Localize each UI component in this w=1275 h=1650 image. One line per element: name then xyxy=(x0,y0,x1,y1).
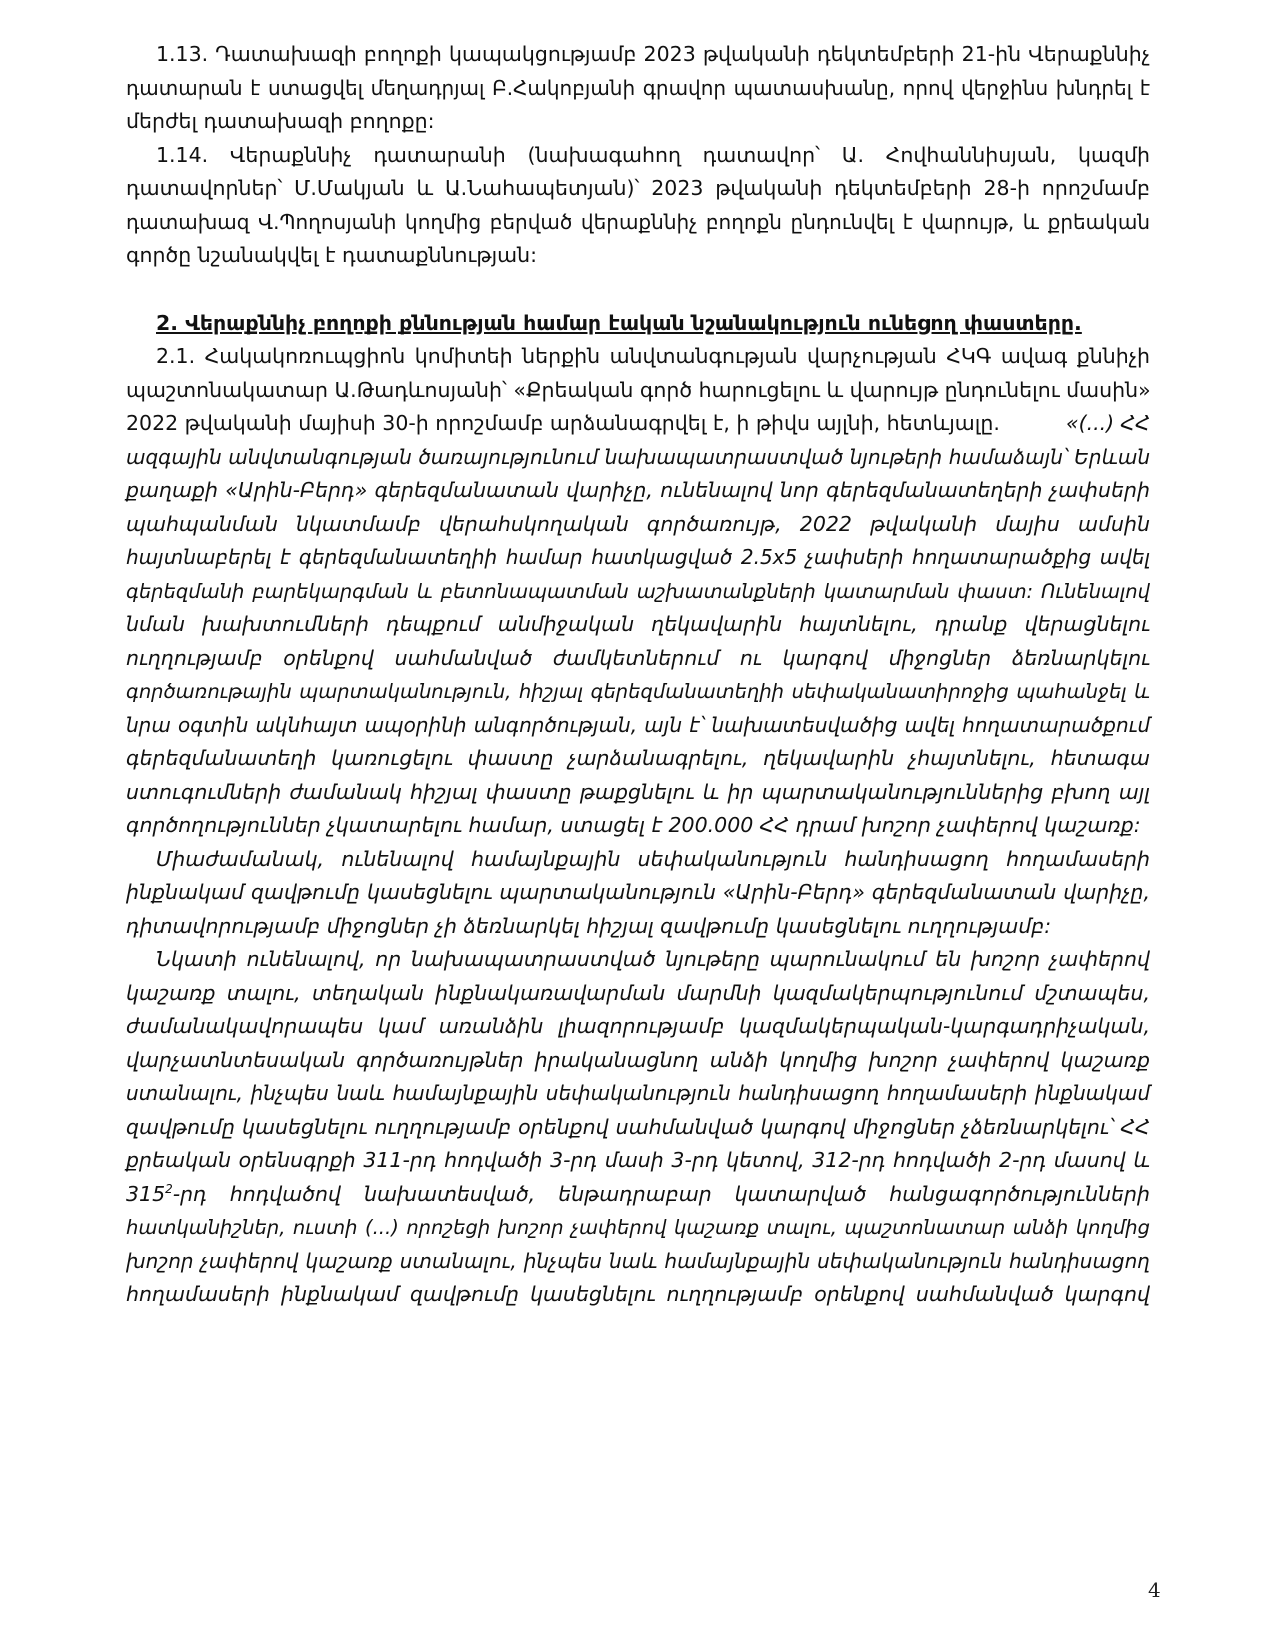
text-line: դատավորներ՝ Մ.Մակյան և Ա.Նահապետյան)՝ 2023 թվականի դեկտեմբերի 28-ի որոշմամբ xyxy=(126,176,1150,200)
article-superscript: 2 xyxy=(165,1181,173,1196)
paragraph-considering xyxy=(126,943,1150,1312)
quote-line: գործողություններ չկատարելու համար, ստացել է 200.000 ՀՀ դրամ խոշոր չափերով կաշառք: xyxy=(126,813,1141,837)
quote-line: ստանալու, ինչպես նաև համայնքային սեփականություն հանդիսացող հողամասերի ինքնակամ xyxy=(126,1081,1150,1105)
quote-line: դիտավորությամբ միջոցներ չի ձեռնարկել հիշյալ զավթումը կասեցնելու ուղղությամբ: xyxy=(126,913,1052,938)
quote-line: պահպանման նկատմամբ վերահսկողական գործառույթ, 2022 թվականի մայիս ամսին xyxy=(126,511,1150,536)
quote-line: Նկատի ունենալով, որ նախապատրաստված նյութերը պարունակում են խոշոր չափերով xyxy=(156,947,1150,971)
quote-line: հայտնաբերել է գերեզմանատեղիի համար հատկացված 2.5x5 չափսերի հողատարածքից ավել xyxy=(126,545,1150,569)
quote-line: ինքնակամ զավթումը կասեցնելու պարտականություն «Արին-Բերդ» գերեզմանատան վարիչը, xyxy=(126,880,1150,904)
article-rest: -րդ հոդվածով նախատեսված, ենթադրաբար կատարված հանցագործությունների xyxy=(172,1181,1150,1206)
text-line: 2.1. Հակակոռուպցիոն կոմիտեի ներքին անվտանգության վարչության ՀԿԳ ավագ քննիչի xyxy=(156,344,1150,368)
quote-line: խոշոր չափերով կաշառք ստանալու, ինչպես նաև համայնքային սեփականություն հանդիսացող xyxy=(126,1248,1150,1273)
quote-line: գերեզմանատեղի կառուցելու փաստը չարձանագրելու, ղեկավարին չհայտնելու, հետագա xyxy=(126,746,1150,770)
quote-line: Միաժամանակ, ունենալով համայնքային սեփականություն հանդիսացող հողամասերի xyxy=(156,846,1150,871)
text-line-mixed xyxy=(126,407,1150,441)
text-line: մերժել դատախազի բողոքը: xyxy=(126,109,435,133)
section-heading: 2. Վերաքննիչ բողոքի քննության համար էական նշանակություն ունեցող փաստերը. xyxy=(156,310,1082,335)
page-number: 4 xyxy=(1148,1578,1161,1602)
quote-line: ժամանակավորապես կամ առանձին լիազորությամբ կազմակերպական-կարգադրիչական, xyxy=(126,1014,1150,1038)
paragraph-simultaneously xyxy=(126,843,1150,944)
paragraph-2-1 xyxy=(126,340,1150,843)
text-line: գործը նշանակվել է դատաքննության: xyxy=(126,243,538,267)
quote-line: հողամասերի ինքնակամ զավթումը կասեցնելու ուղղությամբ օրենքով սահմանված կարգով xyxy=(126,1282,1150,1306)
quote-line: կաշառք տալու, տեղական ինքնակառավարման մարմնի կազմակերպությունում մշտապես, xyxy=(126,980,1150,1005)
quote-line: գործառութային պարտականություն, հիշյալ գերեզմանատեղիի սեփականատիրոջից պահանջել և xyxy=(126,680,1150,703)
quote-line: գերեզմանի բարեկարգման և բետոնապատման աշխատանքների կատարման փաստ: Ունենալով xyxy=(126,579,1150,603)
quote-line-article xyxy=(126,1178,1150,1212)
quote-line: նրա օգտին ակնհայտ ապօրինի անգործության, այն է՝ նախատեսվածից ավել հողատարածքում xyxy=(126,712,1150,737)
quote-line: քաղաքի «Արին-Բերդ» գերեզմանատան վարիչը, ունենալով նոր գերեզմանատեղերի չափսերի xyxy=(126,478,1150,502)
quote-line: հատկանիշներ, ուստի (...) որոշեցի խոշոր չափերով կաշառք տալու, պաշտոնատար անձի կողմից xyxy=(126,1216,1150,1239)
quote-start: «(...) ՀՀ xyxy=(1065,411,1150,435)
quote-line: ազգային անվտանգության ծառայությունում նախապատրաստված նյութերի համաձայն՝ Երևան xyxy=(126,444,1150,469)
text-line: 1.14. Վերաքննիչ դատարանի (նախագահող դատավոր՝ Ա. Հովհաննիսյան, կազմի xyxy=(156,142,1150,167)
paragraph-1-14 xyxy=(126,139,1150,273)
quote-line: զավթումը կասեցնելու ուղղությամբ օրենքով սահմանված կարգով միջոցներ չձեռնարկելու՝ ՀՀ xyxy=(126,1114,1150,1139)
text-line: դատարան է ստացվել մեղադրյալ Բ.Հակոբյանի գրավոր պատասխանը, որով վերջինս խնդրել է xyxy=(126,75,1150,100)
article-number: 315 xyxy=(126,1181,166,1206)
quote-line: նման խախտումների դեպքում անմիջական ղեկավարին հայտնելու, դրանք վերացնելու xyxy=(126,612,1150,636)
text-line: դատախազ Վ.Պողոսյանի կողմից բերված վերաքննիչ բողոքն ընդունվել է վարույթ, և քրեական xyxy=(126,209,1150,234)
text-line: պաշտոնակատար Ա.Թադևոսյանի՝ «Քրեական գործ հարուցելու և վարույթ ընդունելու մասին» xyxy=(126,377,1151,402)
quote-line: ուղղությամբ օրենքով սահմանված ժամկետներում ու կարգով միջոցներ ձեռնարկելու xyxy=(126,645,1150,670)
paragraph-1-13 xyxy=(126,38,1150,139)
quote-line: վարչատնտեսական գործառույթներ իրականացնող անձի կողմից խոշոր չափերով կաշառք xyxy=(126,1047,1150,1072)
spacer xyxy=(126,273,1150,307)
text-line: 1.13. Դատախազի բողոքի կապակցությամբ 2023 թվականի դեկտեմբերի 21-ին Վերաքննիչ xyxy=(156,42,1150,66)
quote-line: քրեական օրենսգրքի 311-րդ հոդվածի 3-րդ մասի 3-րդ կետով, 312-րդ հոդվածի 2-րդ մասով և xyxy=(126,1148,1150,1172)
document-page xyxy=(126,38,1150,1312)
quote-line: ստուգումների ժամանակ հիշյալ փաստը թաքցնելու և իր պարտականություններից բխող այլ xyxy=(126,779,1150,804)
text-regular: 2022 թվականի մայիսի 30-ի որոշմամբ արձանագրվել է, ի թիվս այլնի, հետևյալը. xyxy=(126,411,1000,435)
